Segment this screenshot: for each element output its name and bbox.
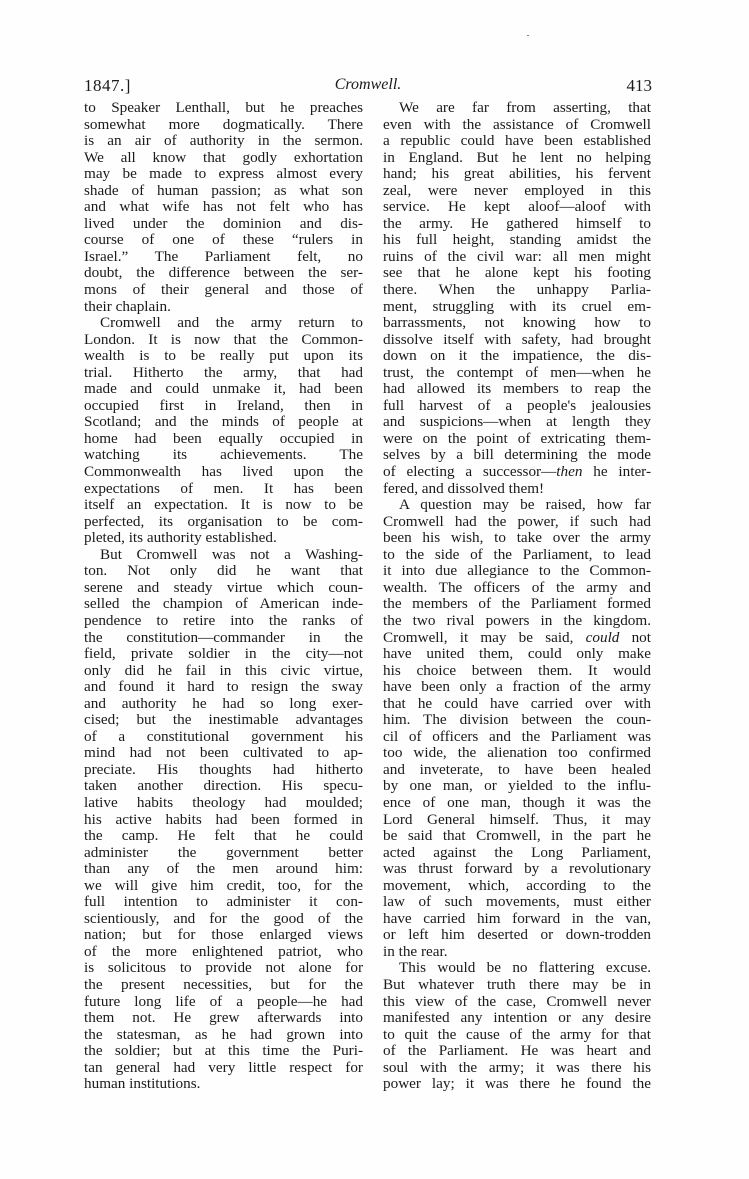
text-line: too wide, the alienation too confirmed [383,744,651,762]
text-line: mind had not been cultivated to ap- [84,744,363,762]
text-line: have been only a fraction of the army [383,678,651,696]
text-line: see that he alone kept his footing [383,264,651,282]
text-line: acted against the Long Parliament, [383,843,651,861]
text-line: dissolve itself with safety, had brought [383,330,651,348]
text-line: lived under the dominion and dis- [84,214,363,232]
text-line: the constitution—commander in the [84,628,363,646]
text-line: even with the assistance of Cromwell [383,115,651,133]
text-line: preciate. His thoughts had hitherto [84,760,363,778]
text-line: law of such movements, must either [383,893,651,911]
text-line: We are far from asserting, that [399,99,651,116]
text-line: or left him deserted or down-trodden [383,926,651,944]
text-line: service. He kept aloof—aloof with [383,198,651,216]
text-line: by one man, or yielded to the influ- [383,777,651,795]
text-line: mons of their general and those of [84,281,363,299]
text-line: than any of the men around him: [84,860,363,878]
text-line: wealth is to be really put upon its [84,347,363,365]
text-line: there. When the unhappy Parlia- [383,281,651,299]
text-line: been his wish, to take over the army [383,529,651,547]
text-line: Cromwell and the army return to [100,314,363,332]
text-line: course of one of these “rulers in [84,231,363,249]
text-line: human institutions. [84,1075,201,1093]
scan-speck [527,35,529,36]
text-line: trial. Hitherto the army, that had [84,363,363,381]
text-line: it into due allegiance to the Common- [383,562,651,580]
text-line: selled the champion of American inde- [84,595,363,613]
text-line: itself an expectation. It is now to be [84,496,363,514]
text-line: A question may be raised, how far [399,496,651,514]
text-line: in England. But he lent no helping [383,148,651,166]
text-line: Commonwealth has lived upon the [84,463,363,481]
text-line: cil of officers and the Parliament was [383,727,651,745]
text-line: field, private soldier in the city—not [84,645,363,663]
italic-emphasis: then [556,463,583,481]
text-line: them not. He grew afterwards into [84,1009,363,1027]
text-line: Cromwell, it may be said, could not [383,628,651,646]
text-line: and suspicions—when at length they [383,413,651,431]
text-line: is an air of authority in the sermon. [84,132,363,150]
text-line: But Cromwell was not a Washing- [100,545,363,563]
text-line: taken another direction. His specu- [84,777,363,795]
text-line: ence of one man, though it was the [383,793,651,811]
text-line: and what wife has not felt who has [84,198,363,216]
text-line: pendence to retire into the ranks of [84,611,363,629]
text-line: in the rear. [383,942,448,960]
text-line: full intention to administer it con- [84,893,363,911]
text-line: to the side of the Parliament, to lead [383,545,651,563]
text-line: the soldier; but at this time the Puri- [84,1042,363,1060]
text-line: his active habits had been formed in [84,810,363,828]
text-line: his choice between them. It would [383,661,651,679]
text-line: and found it hard to resign the sway [84,678,363,696]
text-line: future long life of a people—he had [84,992,363,1010]
text-line: home had been equally occupied in [84,429,363,447]
text-line: watching its achievements. The [84,446,363,464]
text-line: the statesman, as he had grown into [84,1025,363,1043]
text-line: But whatever truth there may be in [383,975,651,993]
text-line: occupied first in Ireland, then in [84,396,363,414]
text-line: administer the government better [84,843,363,861]
text-line: of the Parliament. He was heart and [383,1042,651,1060]
text-line: the army. He gathered himself to [383,214,651,232]
right-column [383,100,651,1093]
text-line: manifested any intention or any desire [383,1009,651,1027]
text-line: his full height, standing amidst the [383,231,651,249]
text-line: of a constitutional government his [84,727,363,745]
text-line: their chaplain. [84,297,171,315]
text-line: made and could unmake it, had been [84,380,363,398]
text-line: shade of human passion; as what son [84,181,363,199]
text-line: hand; his great abilities, his fervent [383,165,651,183]
header-title: Cromwell. [334,76,402,93]
text-line: of the more enlightened patriot, who [84,942,363,960]
text-line: Israel.” The Parliament felt, no [84,247,363,265]
text-line: serene and steady virtue which coun- [84,578,363,596]
text-line: ment, struggling with its cruel em- [383,297,651,315]
text-line: pleted, its authority established. [84,529,277,547]
text-line: this view of the case, Cromwell never [383,992,651,1010]
text-line: We all know that godly exhortation [84,148,363,166]
text-line: fered, and dissolved them! [383,479,545,497]
text-line: had allowed its members to reap the [383,380,651,398]
text-line: trust, the contempt of men—when he [383,363,651,381]
text-line: doubt, the difference between the ser- [84,264,363,282]
text-line: movement, which, according to the [383,876,651,894]
text-line: full harvest of a people's jealousies [383,396,651,414]
text-line: the camp. He felt that he could [84,827,363,845]
text-line: ruins of the civil war: all men might [383,247,651,265]
text-line: barrassments, not knowing how to [383,314,651,332]
text-line: selves by a bill determining the mode [383,446,651,464]
header-year: 1847.] [84,76,131,95]
text-line: scientiously, and for the good of the [84,909,363,927]
text-line: London. It is now that the Common- [84,330,363,348]
text-line: zeal, were never employed in this [383,181,651,199]
text-line: ton. Not only did he want that [84,562,363,580]
text-line: the present necessities, but for the [84,975,363,993]
text-line: This would be no flattering excuse. [399,959,651,977]
text-line: wealth. The officers of the army and [383,578,651,596]
text-line: down on it the impatience, the dis- [383,347,651,365]
text-line: Lord General himself. Thus, it may [383,810,651,828]
text-line: only did he fail in this civic virtue, [84,661,363,679]
text-line: tan general had very little respect for [84,1058,363,1076]
text-line: were on the point of extricating them- [383,429,651,447]
page-number: 413 [626,76,652,95]
text-line: the members of the Parliament formed [383,595,651,613]
text-line: Cromwell had the power, if such had [383,512,651,530]
text-line: have united them, could only make [383,645,651,663]
text-line: nation; but for those enlarged views [84,926,363,944]
text-line: have carried him forward in the van, [383,909,651,927]
text-line: we will give him credit, too, for the [84,876,363,894]
text-line: and authority he had so long exer- [84,694,363,712]
text-line: the two rival powers in the kingdom. [383,611,651,629]
text-line: expectations of men. It has been [84,479,363,497]
text-line: perfected, its organisation to be com- [84,512,363,530]
text-line: cised; but the inestimable advantages [84,711,363,729]
text-line: that he could have carried over with [383,694,651,712]
text-line: of electing a successor—then he inter- [383,463,651,481]
text-line: and inveterate, to have been healed [383,760,651,778]
text-line: is solicitous to provide not alone for [84,959,363,977]
text-line: may be made to express almost every [84,165,363,183]
running-header [84,76,652,98]
text-line: to quit the cause of the army for that [383,1025,651,1043]
left-column [84,100,363,1093]
text-line: be said that Cromwell, in the part he [383,827,651,845]
text-line: was thrust forward by a revolutionary [383,860,651,878]
text-line: soul with the army; it was there his [383,1058,651,1076]
text-line: Scotland; and the minds of people at [84,413,363,431]
text-line: to Speaker Lenthall, but he preaches [84,99,363,116]
text-line: power lay; it was there he found the [383,1075,651,1093]
text-line: lative habits theology had moulded; [84,793,363,811]
text-line: somewhat more dogmatically. There [84,115,363,133]
italic-emphasis: could [585,628,620,646]
text-line: a republic could have been established [383,132,651,150]
text-line: him. The division between the coun- [383,711,651,729]
